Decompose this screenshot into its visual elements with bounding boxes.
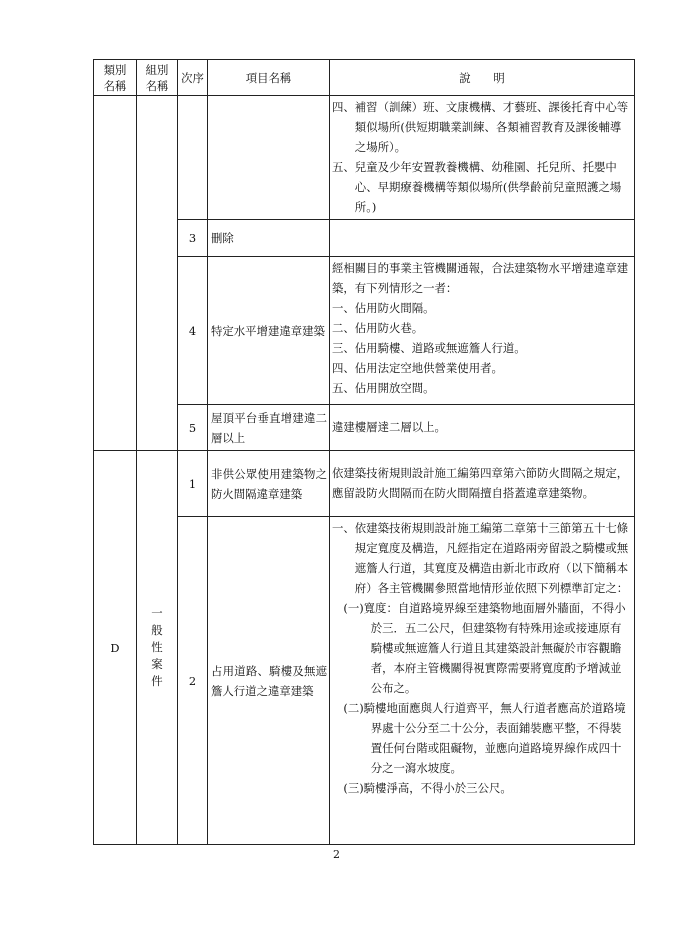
description-cell: [330, 96, 635, 220]
item-name-cell: 占用道路、騎樓及無遮簷人行道之違章建築: [208, 517, 330, 845]
description-subitem: (一)寬度：自道路境界線至建築物地面層外牆面，不得小於三．五二公尺，但建築物有特殊用途或接連原有騎樓或無遮簷人行道且其建築設計無礙於市容觀瞻者，本府主管機關得視實際需要將寬度酌予增減並公布之。: [343, 601, 626, 695]
description-cell: 依建築技術規則設計施工編第四章第六節防火間隔之規定，應留設防火間隔而在防火間隔擅自搭蓋違章建築物。: [330, 451, 635, 517]
description-subitem: (二)騎樓地面應與人行道齊平，無人行道者應高於道路境界處十公分至二十公分，表面鋪裝應平整，不得裝置任何台階或阻礙物，並應向道路境界線作成四十分之一瀉水坡度。: [343, 701, 626, 775]
regulation-table: [93, 59, 635, 845]
description-line: 五、佔用開放空間。: [332, 381, 435, 395]
description-line: 一、佔用防火間隔。: [332, 301, 435, 315]
category-cell-empty: [94, 96, 137, 451]
table-row: [94, 96, 635, 220]
description-cell: [330, 257, 635, 405]
header-item-name: 項目名稱: [208, 60, 330, 96]
description-subitem: (三)騎樓淨高，不得小於三公尺。: [343, 781, 512, 795]
header-group: 組別 名稱: [137, 60, 178, 96]
description-line: 二、佔用防火巷。: [332, 321, 424, 335]
header-description: 說 明: [330, 60, 635, 96]
description-line: 三、佔用騎樓、道路或無遮簷人行道。: [332, 341, 526, 355]
description-line: 四、佔用法定空地供營業使用者。: [332, 361, 503, 375]
page-number: 2: [333, 848, 340, 861]
order-cell: 3: [178, 220, 208, 257]
item-name-cell: 刪除: [208, 220, 330, 257]
description-line: 一、依建築技術規則設計施工編第二章第十三節第五十七條規定寬度及構造，凡經指定在道路兩旁留設之騎樓或無遮簷人行道，其寬度及構造由新北市政府（以下簡稱本府）各主管機關參照當地情形並依照下列標準訂定之：: [332, 521, 629, 595]
description-cell: [330, 517, 635, 845]
item-name-cell: 屋頂平台垂直增建違二層以上: [208, 405, 330, 451]
order-cell: [178, 96, 208, 220]
description-cell: [330, 220, 635, 257]
description-line: 五、兒童及少年安置教養機構、幼稚園、托兒所、托嬰中心、早期療養機構等類似場所(供學齡前兒童照護之場所。): [332, 160, 622, 214]
description-cell: 違建樓層達二層以上。: [330, 405, 635, 451]
order-cell: 4: [178, 257, 208, 405]
category-cell-d: D: [94, 451, 137, 845]
header-category: 類別 名稱: [94, 60, 137, 96]
order-cell: 2: [178, 517, 208, 845]
order-cell: 1: [178, 451, 208, 517]
description-line: 經相關目的事業主管機關通報，合法建築物水平增建違章建築，有下列情形之一者：: [332, 261, 629, 295]
item-name-cell: [208, 96, 330, 220]
header-row: [94, 60, 635, 96]
header-order: 次序: [178, 60, 208, 96]
description-line: 四、補習（訓練）班、文康機構、才藝班、課後托育中心等類似場所(供短期職業訓練、各類補習教育及課後輔導之場所）。: [332, 100, 629, 154]
group-cell-general: 一 般 性 案 件: [137, 451, 178, 845]
item-name-cell: 非供公眾使用建築物之防火間隔違章建築: [208, 451, 330, 517]
order-cell: 5: [178, 405, 208, 451]
group-cell-empty: [137, 96, 178, 451]
table-row: [94, 451, 635, 517]
item-name-cell: 特定水平增建違章建築: [208, 257, 330, 405]
